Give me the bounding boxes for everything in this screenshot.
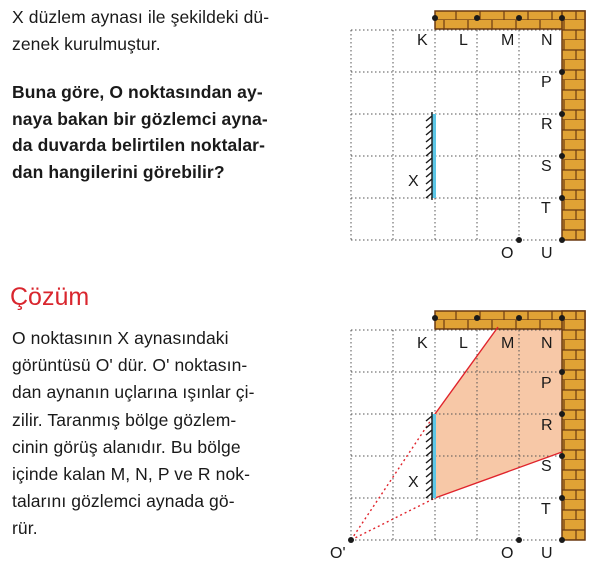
solution-line: O noktasının X aynasındaki	[12, 328, 229, 348]
solution-line: görüntüsü O' dür. O' noktasın-	[12, 355, 248, 376]
label-m: M	[501, 335, 515, 352]
label-t: T	[541, 501, 551, 518]
question-line: da duvarda belirtilen noktalar-	[12, 135, 266, 155]
brick-wall-right	[562, 11, 585, 240]
brick-wall-right	[562, 311, 585, 540]
label-o-prime: O'	[330, 545, 346, 562]
question-line: naya bakan bir gözlemci ayna-	[12, 108, 268, 129]
solution-line: içinde kalan M, N, P ve R nok-	[12, 464, 251, 485]
dotted-grid	[351, 30, 561, 240]
label-u: U	[541, 245, 553, 262]
question-line: Buna göre, O noktasından ay-	[12, 82, 263, 102]
label-n: N	[541, 335, 553, 352]
solution-line: zilir. Taranmış bölge gözlem-	[12, 409, 237, 430]
label-t: T	[541, 200, 551, 217]
question-line: dan hangilerini görebilir?	[12, 161, 225, 182]
solution-line: dan aynanın uçlarına ışınlar çi-	[12, 382, 255, 403]
solution-line: talarını gözlemci aynada gö-	[12, 491, 235, 512]
label-n: N	[541, 32, 553, 49]
intro-line: zenek kurulmuştur.	[12, 33, 161, 54]
label-o: O	[501, 545, 514, 562]
label-l: L	[459, 335, 468, 352]
label-r: R	[541, 116, 553, 133]
label-k: K	[417, 335, 428, 352]
solution-heading: Çözüm	[10, 283, 90, 311]
label-r: R	[541, 417, 553, 434]
label-k: K	[417, 32, 428, 49]
solution-line: cinin görüş alanıdır. Bu bölge	[12, 436, 241, 457]
figure-solution	[330, 311, 585, 562]
label-s: S	[541, 158, 552, 175]
label-u: U	[541, 545, 553, 562]
label-o: O	[501, 245, 514, 262]
figure-question	[351, 11, 585, 262]
label-s: S	[541, 458, 552, 475]
label-p: P	[541, 375, 552, 392]
label-p: P	[541, 74, 552, 91]
label-m: M	[501, 32, 515, 49]
label-l: L	[459, 32, 468, 49]
solution-line: rür.	[12, 518, 38, 539]
label-x: X	[408, 474, 419, 491]
label-x: X	[408, 173, 419, 190]
intro-line: X düzlem aynası ile şekildeki dü-	[12, 7, 270, 27]
